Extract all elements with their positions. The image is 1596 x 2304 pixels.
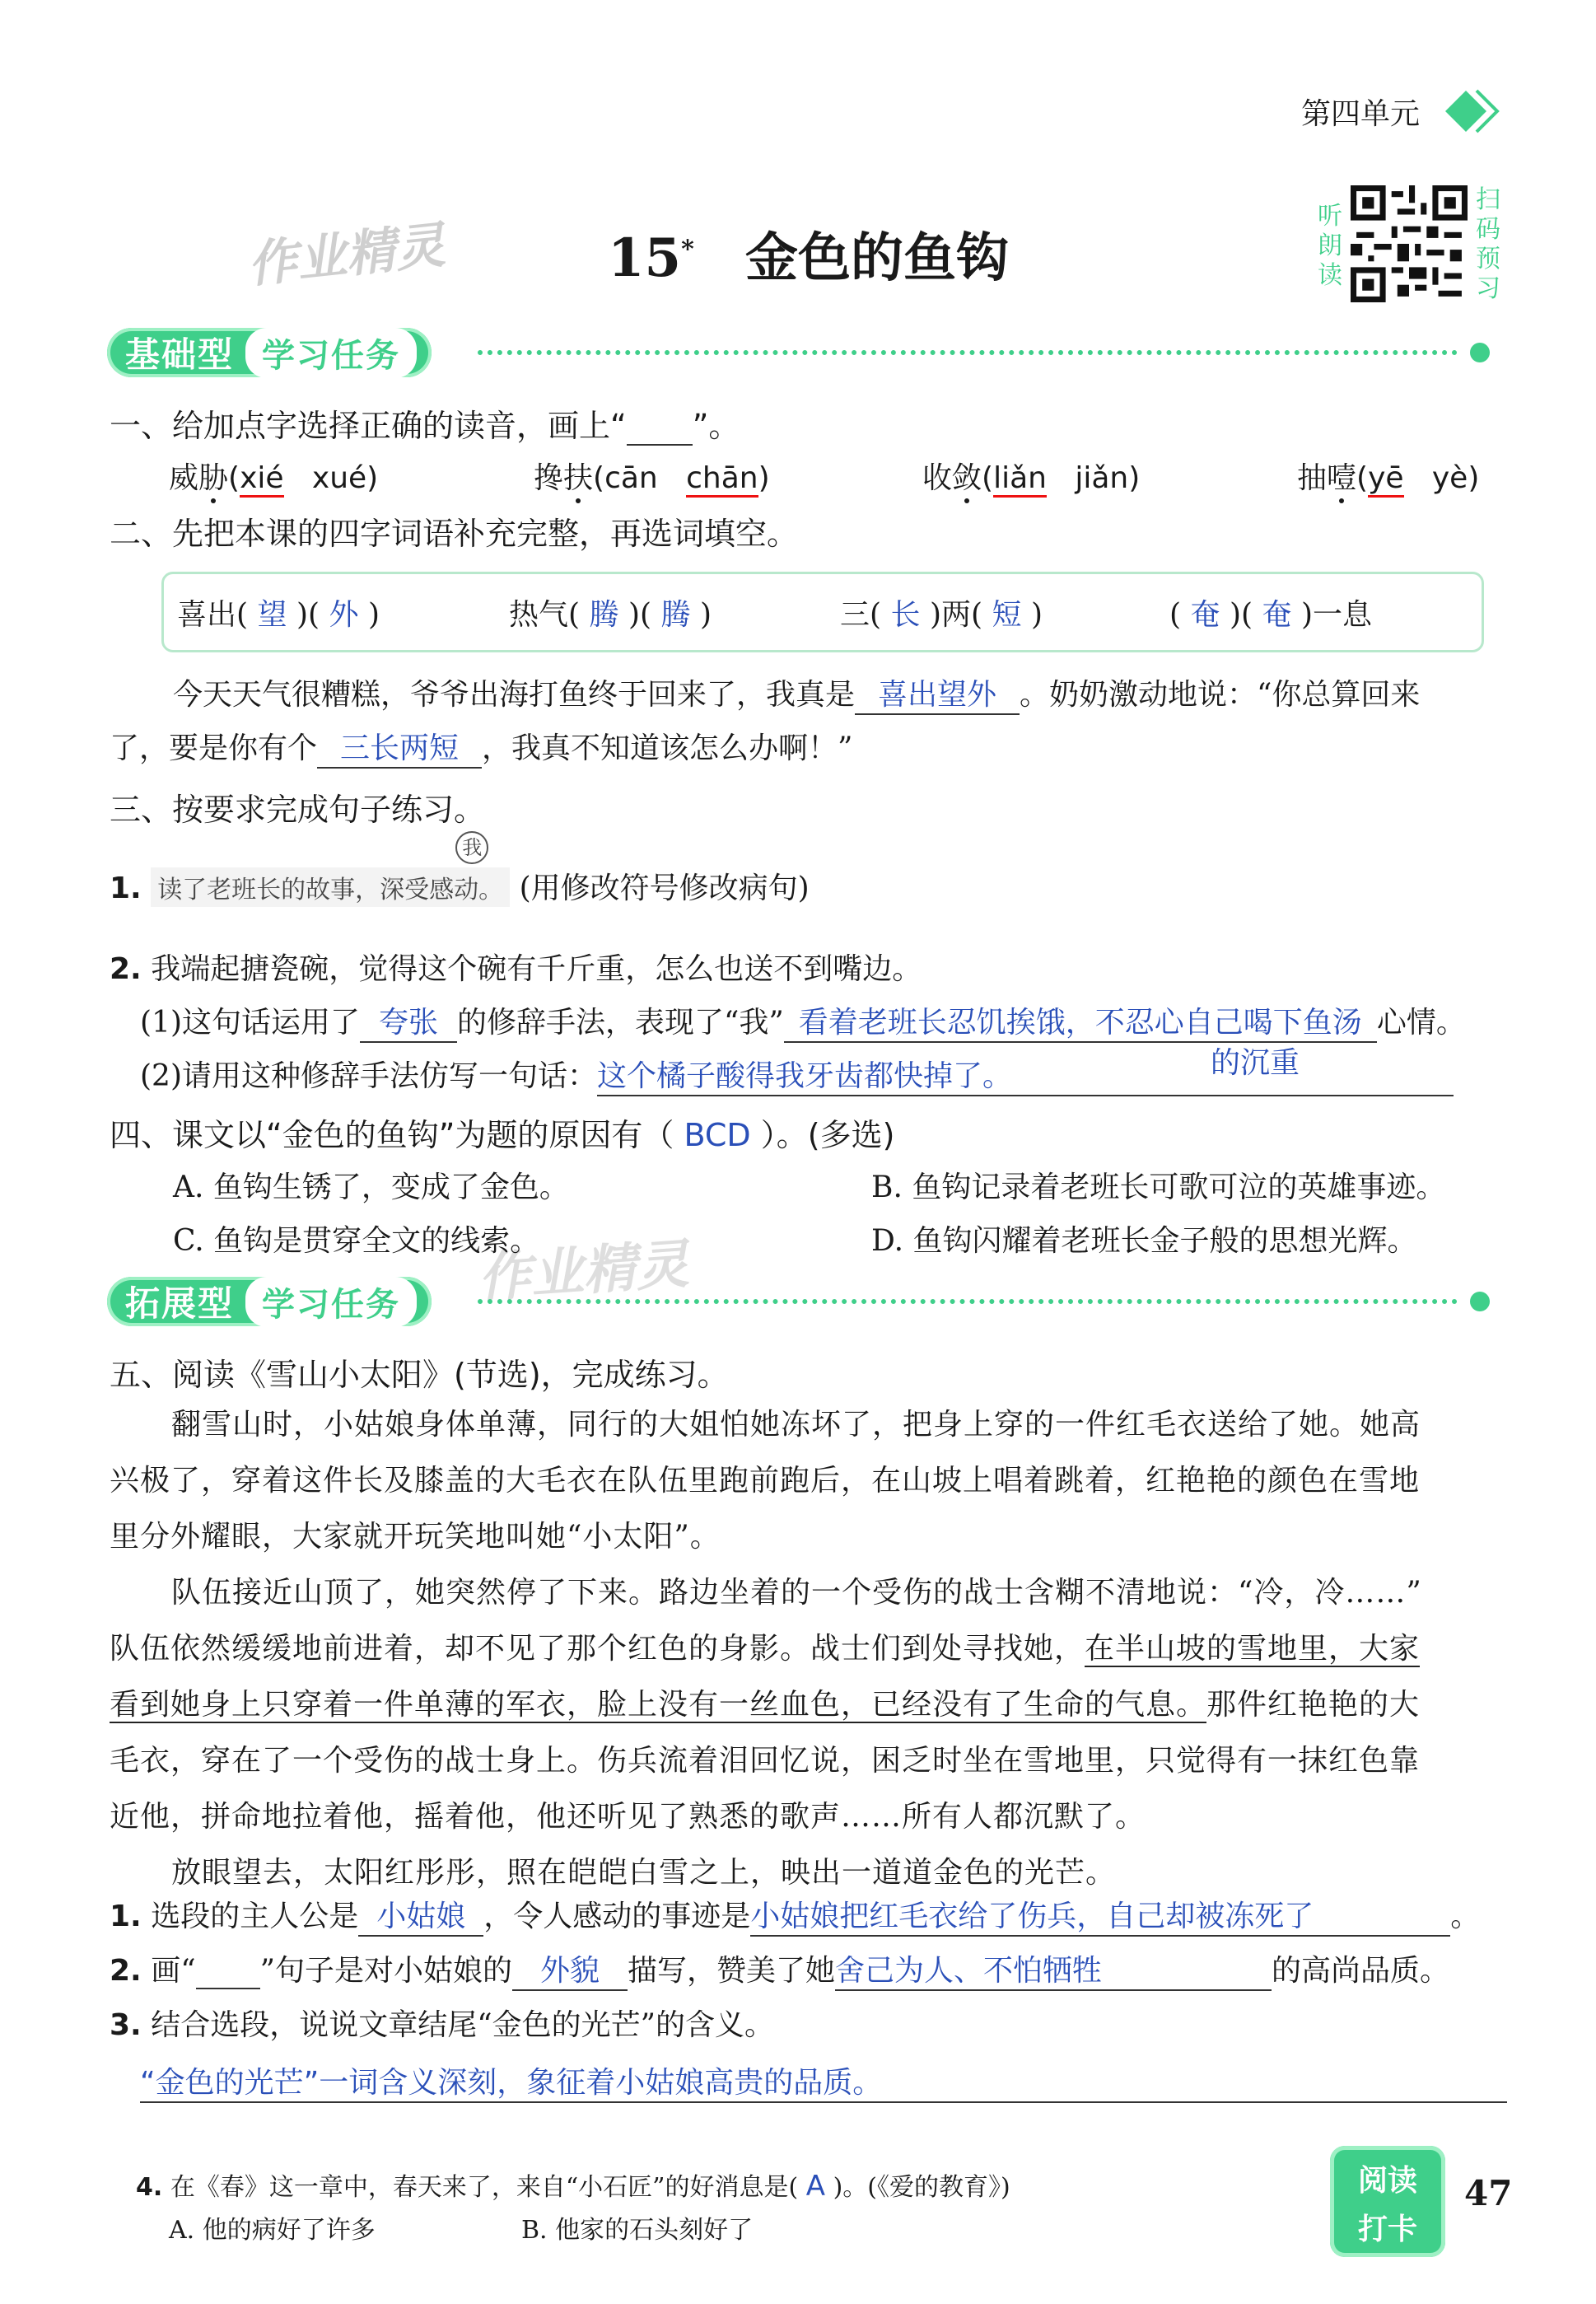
- q5-answer-description[interactable]: 外貌: [512, 1947, 628, 1991]
- section-extend-label: 拓展型: [125, 1283, 235, 1324]
- q3-sentence-2a: (1)这句话运用了 夸张 的修辞手法，表现了“我” 看着老班长忍饥挨饿，不忍心自己喝下鱼汤 心情。: [140, 999, 1466, 1043]
- q5-heading: 五、阅读《雪山小太阳》(节选)，完成练习。: [110, 1357, 729, 1393]
- q3-sentence-2b: (2)请用这种修辞手法仿写一句话：这个橘子酸得我牙齿都快掉了。: [140, 1053, 1454, 1096]
- reading-passage: [110, 1397, 1510, 1901]
- section-extend-dot: [1470, 1292, 1490, 1311]
- q2-fill-answer-1[interactable]: 喜出望外: [855, 671, 1020, 715]
- q2-fill-line-1: 今天天气很糟糕，爷爷出海打鱼终于回来了，我真是 喜出望外 。奶奶激动地说：“你总算回来: [173, 671, 1420, 715]
- q3-sentence-2: 2. 我端起搪瓷碗，觉得这个碗有千斤重，怎么也送不到嘴边。: [110, 952, 922, 986]
- q1-item-1: 威胁(xié xué): [169, 455, 378, 497]
- q3-sentence-1: 1. 读了老班长的故事，深受感动。 我 (用修改符号修改病句): [110, 865, 810, 907]
- section-extend-task: 学习任务: [245, 1277, 417, 1327]
- q5-answer-3[interactable]: “金色的光芒”一词含义深刻，象征着小姑娘高贵的品质。: [140, 2059, 1507, 2103]
- q1-item-3-answer[interactable]: liǎn: [993, 461, 1047, 498]
- q4-answer[interactable]: BCD: [684, 1117, 751, 1153]
- q5-answer-quality[interactable]: 舍己为人、不怕牺牲: [835, 1947, 1272, 1991]
- q3-answer-imitate[interactable]: 这个橘子酸得我牙齿都快掉了。: [597, 1053, 1454, 1096]
- q4-heading: 四、课文以“金色的鱼钩”为题的原因有（ BCD ）。(多选): [110, 1117, 895, 1153]
- passage-p2-l3: 看到她身上只穿着一件单薄的军衣，脸上没有一丝血色，已经没有了生命的气息。那件红艳艳的大: [110, 1688, 1421, 1722]
- q2-fill-line-2: 了，要是你有个 三长两短 ，我真不知道该怎么办啊！”: [110, 725, 852, 769]
- q5-answer-1: 1. 选段的主人公是 小姑娘 ，令人感动的事迹是小姑娘把红毛衣给了伤兵，自己却被冻死了 。: [110, 1893, 1480, 1937]
- passage-p1-l2: 兴极了，穿着这件长及膝盖的大毛衣在队伍里跑前跑后，在山坡上唱着跳着，红艳艳的颜色在雪地: [110, 1464, 1421, 1498]
- section-basic-label: 基础型: [125, 334, 235, 375]
- q5-underline-sample: [196, 1954, 260, 1989]
- section-basic-task: 学习任务: [245, 328, 417, 378]
- passage-p2-l2: 队伍依然缓缓地前进着，却不见了那个红色的身影。战士们到处寻找她，在半山坡的雪地里，大家: [110, 1632, 1421, 1666]
- passage-p1-l1: 翻雪山时，小姑娘身体单薄，同行的大姐怕她冻坏了，把身上穿的一件红毛衣送给了她。她高: [171, 1408, 1421, 1442]
- passage-p1-l3: 里分外耀眼，大家就开玩笑地叫她“小太阳”。: [110, 1520, 721, 1554]
- q5-answer-protagonist[interactable]: 小姑娘: [358, 1893, 483, 1937]
- qr-code-icon[interactable]: [1351, 183, 1468, 305]
- watermark-logo: 作业精灵: [245, 216, 448, 295]
- badge-line-1: 阅读: [1357, 2164, 1417, 2198]
- footer-option-b[interactable]: B. 他家的石头刻好了: [521, 2216, 754, 2245]
- q1-item-4: 抽噎(yē yè): [1297, 455, 1479, 497]
- q1-item-1-answer[interactable]: xié: [240, 461, 283, 498]
- q5-question-3: 3. 结合选段，说说文章结尾“金色的光芒”的含义。: [110, 2008, 774, 2042]
- section-basic-divider: [478, 350, 1458, 355]
- reading-checkin-badge[interactable]: [1330, 2146, 1445, 2257]
- q1-item-3: 收敛(liǎn jiǎn): [922, 455, 1140, 497]
- passage-p2-l1: 队伍接近山顶了，她突然停了下来。路边坐着的一个受伤的战士含糊不清地说：“冷，冷……”: [171, 1576, 1422, 1610]
- q3-answer-rhetoric[interactable]: 夸张: [360, 999, 457, 1043]
- footer-answer[interactable]: A: [805, 2170, 826, 2203]
- lesson-star: *: [681, 235, 694, 264]
- diamond-icon: [1437, 82, 1503, 140]
- q3-answer-feeling-cont[interactable]: 的沉重: [1211, 1046, 1300, 1080]
- qr-left-text: 听朗读: [1318, 202, 1342, 290]
- badge-line-2: 打卡: [1357, 2213, 1417, 2246]
- footer-question: 4. 在《春》这一章中，春天来了，来自“小石匠”的好消息是( A )。(《爱的教育》): [136, 2170, 1010, 2203]
- q1-item-2: 搀扶(cān chān): [534, 455, 770, 497]
- q3-answer-feeling[interactable]: 看着老班长忍饥挨饿，不忍心自己喝下鱼汤: [784, 999, 1377, 1043]
- q2-fill-answer-2[interactable]: 三长两短: [317, 725, 482, 769]
- q3-sentence-1-image: 读了老班长的故事，深受感动。 我: [151, 867, 510, 907]
- q2-word-4: ( 奄 )( 奄 )一息: [1169, 598, 1373, 632]
- q2-heading: 二、先把本课的四字词语补充完整，再选词填空。: [110, 516, 799, 552]
- q1-heading: 一、给加点字选择正确的读音，画上“ ”。: [110, 408, 740, 444]
- q3-heading: 三、按要求完成句子练习。: [110, 792, 486, 828]
- passage-p3: 放眼望去，太阳红彤彤，照在皑皑白雪之上，映出一道道金色的光芒。: [171, 1856, 1117, 1890]
- page-number: 47: [1464, 2173, 1513, 2213]
- passage-p2-l5: 近他，拼命地拉着他，摇着他，他还听见了熟悉的歌声……所有人都沉默了。: [110, 1800, 1146, 1834]
- q4-option-b[interactable]: B. 鱼钩记录着老班长可歌可泣的英雄事迹。: [871, 1171, 1446, 1204]
- footer-option-a[interactable]: A. 他的病好了许多: [169, 2216, 376, 2245]
- q5-answer-deed[interactable]: 小姑娘把红毛衣给了伤兵，自己却被冻死了: [750, 1893, 1450, 1937]
- q2-word-1: 喜出( 望 )( 外 ): [177, 598, 380, 632]
- section-extend-divider: [478, 1299, 1458, 1304]
- qr-right-text: 扫码预习: [1476, 185, 1500, 303]
- q5-answer-2: 2. 画“ ”句子是对小姑娘的 外貌 描写，赞美了她舍己为人、不怕牺牲 的高尚品质。: [110, 1947, 1449, 1991]
- watermark-logo-center: 作业精灵: [476, 1233, 691, 1310]
- section-extend-header: [107, 1275, 432, 1328]
- q2-word-3: 三( 长 )两( 短 ): [840, 598, 1043, 632]
- q1-item-2-answer[interactable]: chān: [686, 461, 758, 498]
- lesson-number: 15: [608, 227, 682, 289]
- q4-option-d[interactable]: D. 鱼钩闪耀着老班长金子般的思想光辉。: [871, 1224, 1417, 1258]
- section-basic-dot: [1470, 343, 1490, 362]
- section-basic-header: [107, 326, 432, 379]
- q4-option-a[interactable]: A. 鱼钩生锈了，变成了金色。: [173, 1171, 569, 1204]
- q1-item-4-answer[interactable]: yē: [1368, 461, 1403, 498]
- lesson-title: [608, 216, 1009, 292]
- q2-word-2: 热气( 腾 )( 腾 ): [509, 598, 712, 632]
- unit-label: 第四单元: [1301, 97, 1421, 131]
- insert-mark: 我: [455, 831, 488, 864]
- q4-option-c[interactable]: C. 鱼钩是贯穿全文的线索。: [173, 1224, 540, 1258]
- passage-p2-l4: 毛衣，穿在了一个受伤的战士身上。伤兵流着泪回忆说，困乏时坐在雪地里，只觉得有一抹红色靠: [110, 1744, 1421, 1778]
- lesson-name: 金色的鱼钩: [745, 228, 1010, 289]
- q1-underline-sample: [627, 408, 693, 446]
